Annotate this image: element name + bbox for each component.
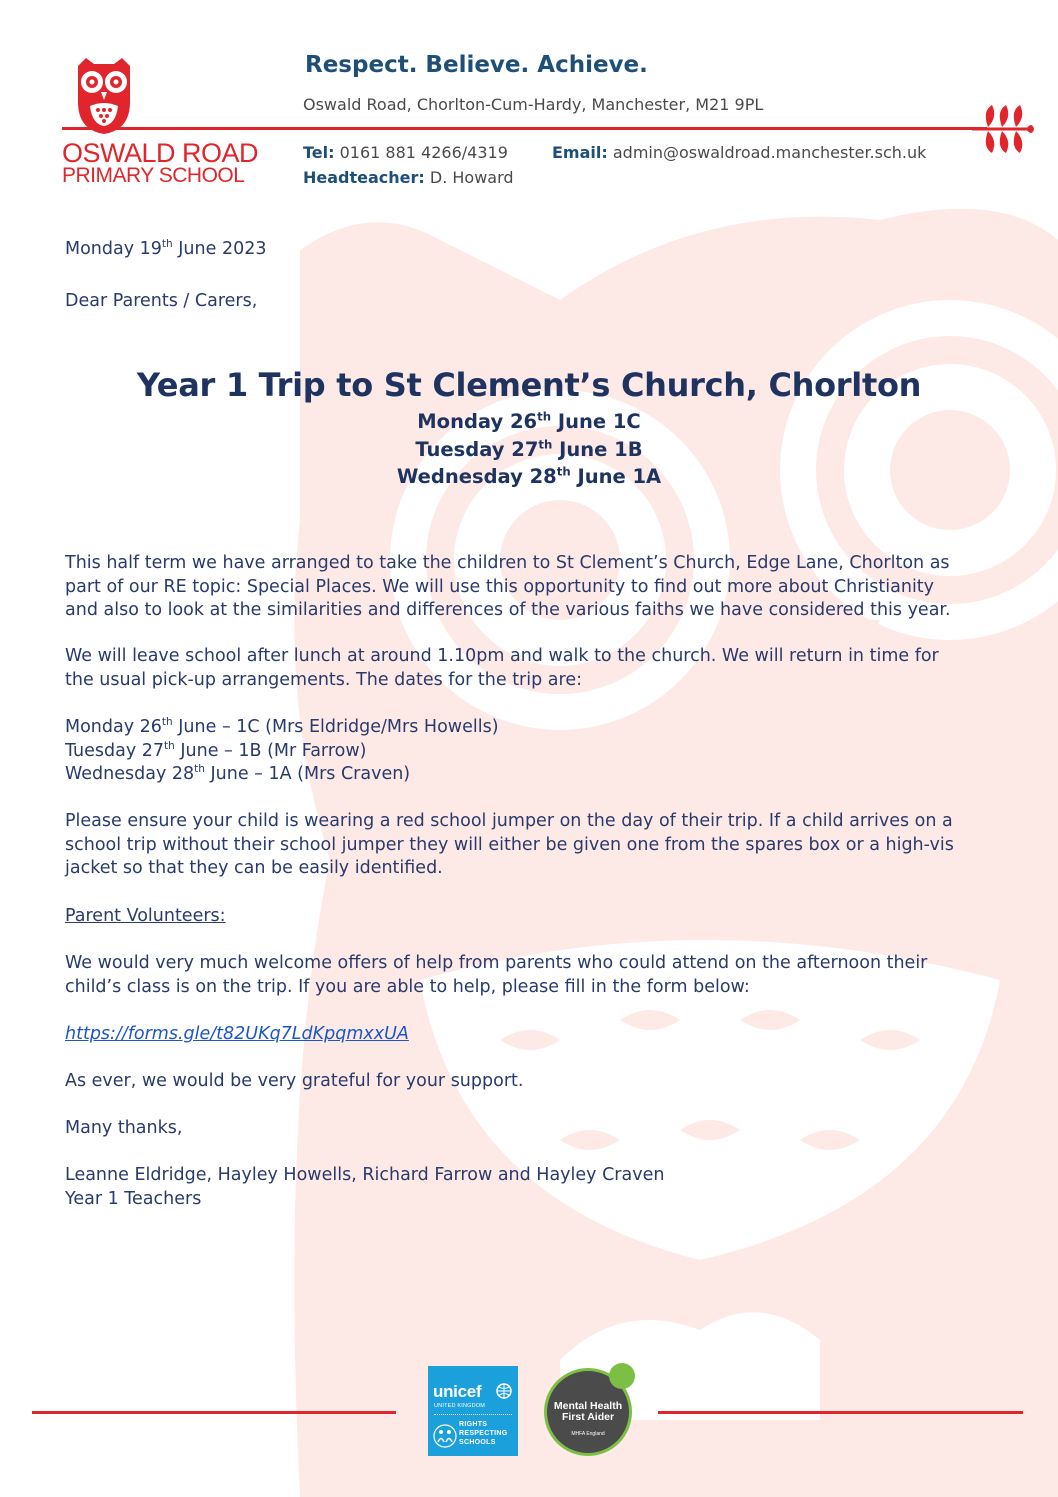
owl-logo-icon [72,58,136,138]
class-trip-1A: Wednesday 28th June – 1A (Mrs Craven) [65,763,411,784]
laurel-leaf-icon [970,103,1034,155]
volunteer-form-link[interactable]: https://forms.gle/t82UKq7LdKpqmxxUA [65,1024,409,1044]
letter-date: Monday 19th June 2023 [65,238,267,259]
class-trip-1B: Tuesday 27th June – 1B (Mr Farrow) [65,739,367,761]
email-value[interactable]: admin@oswaldroad.manchester.sch.uk [612,143,927,162]
sign-off: Many thanks, [65,1118,183,1138]
globe-icon [496,1383,512,1399]
paragraph-intro: This half term we have arranged to take the children to St Clement’s Church, Edge Lane, Chorlton as part of our RE topic: Special Places. We will use this opportunity to find out more about Christianity and also to look at the similarities and differences of the various faiths we have considered this year. [65,553,951,620]
school-name-line1: OSWALD ROAD [62,138,259,168]
header-divider [62,127,987,130]
mhfa-title: Mental Health First Aider [553,1400,623,1423]
tel-value: 0161 881 4266/4319 [339,143,508,162]
paragraph-uniform: Please ensure your child is wearing a red school jumper on the day of their trip. If a child arrives on a school trip without their school jumper they will either be given one from the spares box or a high-vis jacket so that they can be easily identified. [65,811,954,878]
school-address: Oswald Road, Chorlton-Cum-Hardy, Manchester, M21 9PL [303,95,764,114]
rights-respecting-schools-text: RIGHTS RESPECTING SCHOOLS [459,1421,508,1446]
tel-label: Tel: [303,143,335,162]
footer-divider-right [658,1411,1023,1414]
unicef-divider [434,1414,512,1415]
signature-role: Year 1 Teachers [65,1188,202,1209]
school-motto: Respect. Believe. Achieve. [305,52,648,78]
trip-title: Year 1 Trip to St Clement’s Church, Chorlton [136,366,922,404]
headteacher [303,168,514,187]
greeting: Dear Parents / Carers, [65,291,258,311]
paragraph-timing: We will leave school after lunch at around 1.10pm and walk to the church. We will return in time for the usual pick-up arrangements. The dates for the trip are: [65,646,939,690]
signature [65,1164,664,1211]
mental-health-first-aider-badge [544,1368,632,1456]
trip-title-block [0,366,1058,491]
unicef-country: UNITED KINGDOM [434,1403,486,1409]
footer-divider-left [32,1411,396,1414]
school-name-line2: PRIMARY SCHOOL [62,164,245,187]
mhfa-org: MHFA England [571,1431,605,1437]
trip-date-1C: Monday 26th June 1C [417,409,641,433]
paragraph-volunteers: We would very much welcome offers of help from parents who could attend on the afternoon their child’s class is on the trip. If you are able to help, please fill in the form below: [65,953,928,997]
email [552,143,926,162]
telephone [303,143,508,162]
headteacher-label: Headteacher: [303,168,425,187]
class-trip-list [65,716,499,787]
unicef-wordmark: unicef [433,1382,482,1401]
mhfa-leaf-icon [609,1363,635,1389]
signature-names: Leanne Eldridge, Hayley Howells, Richard Farrow and Hayley Craven [65,1165,665,1185]
unicef-rights-respecting-badge [428,1366,518,1456]
headteacher-value: D. Howard [429,168,514,187]
email-label: Email: [552,143,608,162]
volunteers-heading: Parent Volunteers: [65,906,226,926]
trip-date-1A: Wednesday 28th June 1A [396,464,662,488]
trip-date-1B: Tuesday 27th June 1B [415,436,643,461]
children-circle-icon [433,1423,457,1449]
class-trip-1C: Monday 26th June – 1C (Mrs Eldridge/Mrs Howells) [65,716,499,737]
paragraph-support: As ever, we would be very grateful for your support. [65,1071,524,1091]
